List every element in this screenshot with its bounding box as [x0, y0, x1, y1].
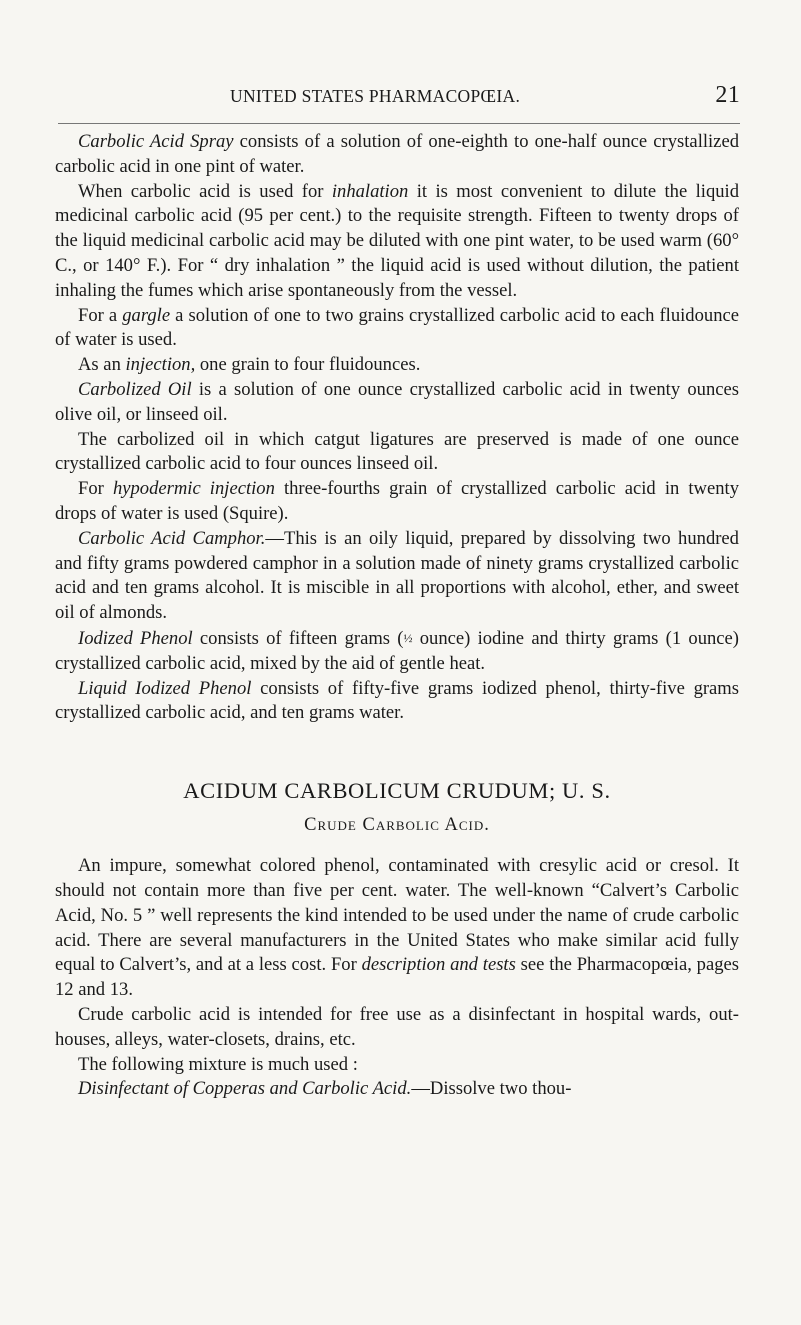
paragraph: Carbolic Acid Spray consists of a solution of one-eighth to one-half ounce crystallized carbolic acid in one pint of water.	[55, 131, 739, 177]
paragraph: For hypodermic injection three-fourths grain of crystallized carbolic acid in twenty drops of water is used (Squire).	[55, 478, 739, 524]
paragraph: As an injection, one grain to four fluidounces.	[78, 354, 421, 376]
run-in-heading: Liquid Iodized Phenol	[78, 677, 252, 699]
paragraph: The following mixture is much used :	[78, 1053, 358, 1075]
page-body	[55, 130, 739, 1102]
emphasis: injection,	[125, 354, 196, 376]
paragraph: Iodized Phenol consists of fifteen grams (½ ounce) iodine and thirty grams (1 ounce) crystallized carbolic acid, mixed by the aid of gentle heat.	[55, 627, 739, 674]
emphasis: gargle	[122, 304, 171, 326]
section-subheading: Crude Carbolic Acid.	[304, 815, 490, 836]
run-in-heading: Carbolic Acid Spray	[78, 131, 234, 152]
running-title: UNITED STATES PHARMACOPŒIA.	[230, 86, 521, 106]
paragraph: Disinfectant of Copperas and Carbolic Acid.—Dissolve two thou-	[78, 1078, 572, 1100]
paragraph: For a gargle a solution of one to two grains crystallized carbolic acid to each fluidounce of water is used.	[55, 304, 739, 351]
run-in-heading: Disinfectant of Copperas and Carbolic Acid.	[78, 1078, 412, 1100]
paragraph: An impure, somewhat colored phenol, contaminated with cresylic acid or cresol. It should not contain more than five per cent. water. The well-known “Calvert’s Carbolic Acid, No. 5 ” well represents the kind intended to be used under the name of crude carbolic acid. There are several manufacturers in the United States who make similar acid fully equal to Calvert’s, and at a less cost. For description and tests see the Pharmacopœia, pages 12 and 13.	[55, 855, 739, 1001]
emphasis: hypodermic injection	[112, 478, 275, 500]
run-in-heading: Carbolized Oil	[78, 378, 192, 400]
emphasis: inhalation	[331, 180, 409, 202]
paragraph: Crude carbolic acid is intended for free use as a disinfectant in hospital wards, out-houses, alleys, water-closets, drains, etc.	[55, 1003, 739, 1050]
header-rule	[58, 123, 740, 124]
section-heading: ACIDUM CARBOLICUM CRUDUM; U. S.	[183, 778, 611, 804]
page-number: 21	[715, 82, 740, 108]
paragraph: When carbolic acid is used for inhalation it is most convenient to dilute the liquid medicinal carbolic acid (95 per cent.) to the requisite strength. Fifteen to twenty drops of the liquid medicinal carbolic acid may be diluted with one pint water, to be used warm (60° C., or 140° F.). For “ dry inhalation ” the liquid acid is used without dilution, the patient inhaling the fumes which arise spontaneously from the vessel.	[55, 180, 739, 301]
paragraph: Carbolic Acid Camphor.—This is an oily liquid, prepared by dissolving two hundred and fifty grams powdered camphor in a solution made of ninety grams crystallized carbolic acid and ten grams alcohol. It is miscible in all proportions with alcohol, ether, and sweet oil of almonds.	[55, 527, 739, 624]
paragraph: The carbolized oil in which catgut ligatures are preserved is made of one ounce crystallized carbolic acid to four ounces linseed oil.	[55, 428, 739, 475]
emphasis: description and tests	[361, 954, 516, 976]
paragraph: Carbolized Oil is a solution of one ounce crystallized carbolic acid in twenty ounces olive oil, or linseed oil.	[55, 378, 739, 425]
run-in-heading: Iodized Phenol	[78, 627, 193, 649]
fraction: ½	[403, 630, 413, 645]
paragraph: Liquid Iodized Phenol consists of fifty-five grams iodized phenol, thirty-five grams crystallized carbolic acid, and ten grams water.	[55, 677, 740, 724]
run-in-heading: Carbolic Acid Camphor.	[78, 527, 266, 549]
